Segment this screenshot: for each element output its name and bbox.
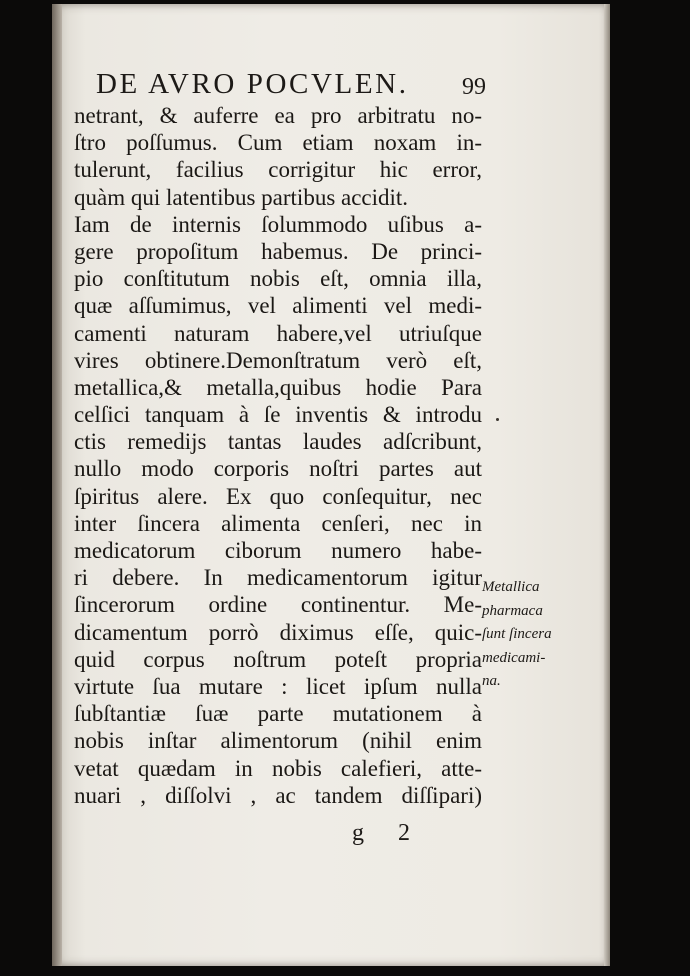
running-title: DE AVRO POCVLEN. xyxy=(96,68,409,100)
text-line: netrant, & auferre ea pro arbitratu no- xyxy=(74,103,482,128)
text-line: pio conſtitutum nobis eſt, omnia illa, xyxy=(74,266,482,292)
marginal-note-line: medicami- xyxy=(482,649,546,666)
signature-mark: g 2 xyxy=(352,820,424,846)
page-fore-edge xyxy=(604,4,610,966)
text-line: inter ſincera alimenta cenſeri, nec in xyxy=(74,510,482,536)
text-line: ctis remedijs tantas laudes adſcribunt, xyxy=(74,429,482,455)
marginal-note-line: pharmaca xyxy=(482,602,543,619)
text-line: tulerunt, facilius corrigitur hic error, xyxy=(74,157,482,183)
text-line: metallica,& metalla,quibus hodie Para xyxy=(74,374,482,400)
marginal-note-line: ſunt ſincera xyxy=(482,626,552,642)
marginal-note-line: na. xyxy=(482,673,501,689)
text-line: celſici tanquam à ſe inventis & introdu xyxy=(74,402,482,428)
body-text xyxy=(74,102,482,809)
text-line: gere propoſitum habemus. De princi- xyxy=(74,238,482,264)
text-line: nullo modo corporis noſtri partes aut xyxy=(74,456,482,482)
text-line: vetat quædam in nobis calefieri, atte- xyxy=(74,755,482,781)
text-line: quæ aſſumimus, vel alimenti vel medi- xyxy=(74,293,482,319)
page-number: 99 xyxy=(462,74,486,100)
text-line: ſubſtantiæ ſuæ parte mutationem à xyxy=(74,701,482,727)
text-line: nuari , diſſolvi , ac tandem diſſipari) xyxy=(74,782,482,808)
text-line: camenti naturam habere,vel utriuſque xyxy=(74,320,482,346)
text-line: quid corpus noſtrum poteſt propria xyxy=(74,646,482,672)
marginal-note xyxy=(482,576,574,694)
text-line: quàm qui latentibus partibus accidit. xyxy=(74,184,409,210)
text-line: ſpiritus alere. Ex quo conſequitur, nec xyxy=(74,483,482,509)
marginal-note-line: Metallica xyxy=(482,579,540,595)
text-line: ſincerorum ordine continentur. Me- xyxy=(74,592,482,618)
ink-speck xyxy=(496,418,499,421)
text-line: vires obtinere.Demonſtratum verò eſt, xyxy=(74,347,482,373)
text-line: ſtro poſſumus. Cum etiam noxam in- xyxy=(74,130,482,156)
page-gutter-shadow xyxy=(52,4,62,966)
text-line: dicamentum porrò diximus eſſe, quic- xyxy=(74,619,482,645)
text-line: medicatorum ciborum numero habe- xyxy=(74,538,482,563)
text-line: Iam de internis ſolummodo uſibus a- xyxy=(74,211,482,237)
text-line: virtute ſua mutare : licet ipſum nulla xyxy=(74,673,482,699)
text-line: ri debere. In medicamentorum igitur xyxy=(74,565,482,591)
text-line: nobis inſtar alimentorum (nihil enim xyxy=(74,728,482,754)
